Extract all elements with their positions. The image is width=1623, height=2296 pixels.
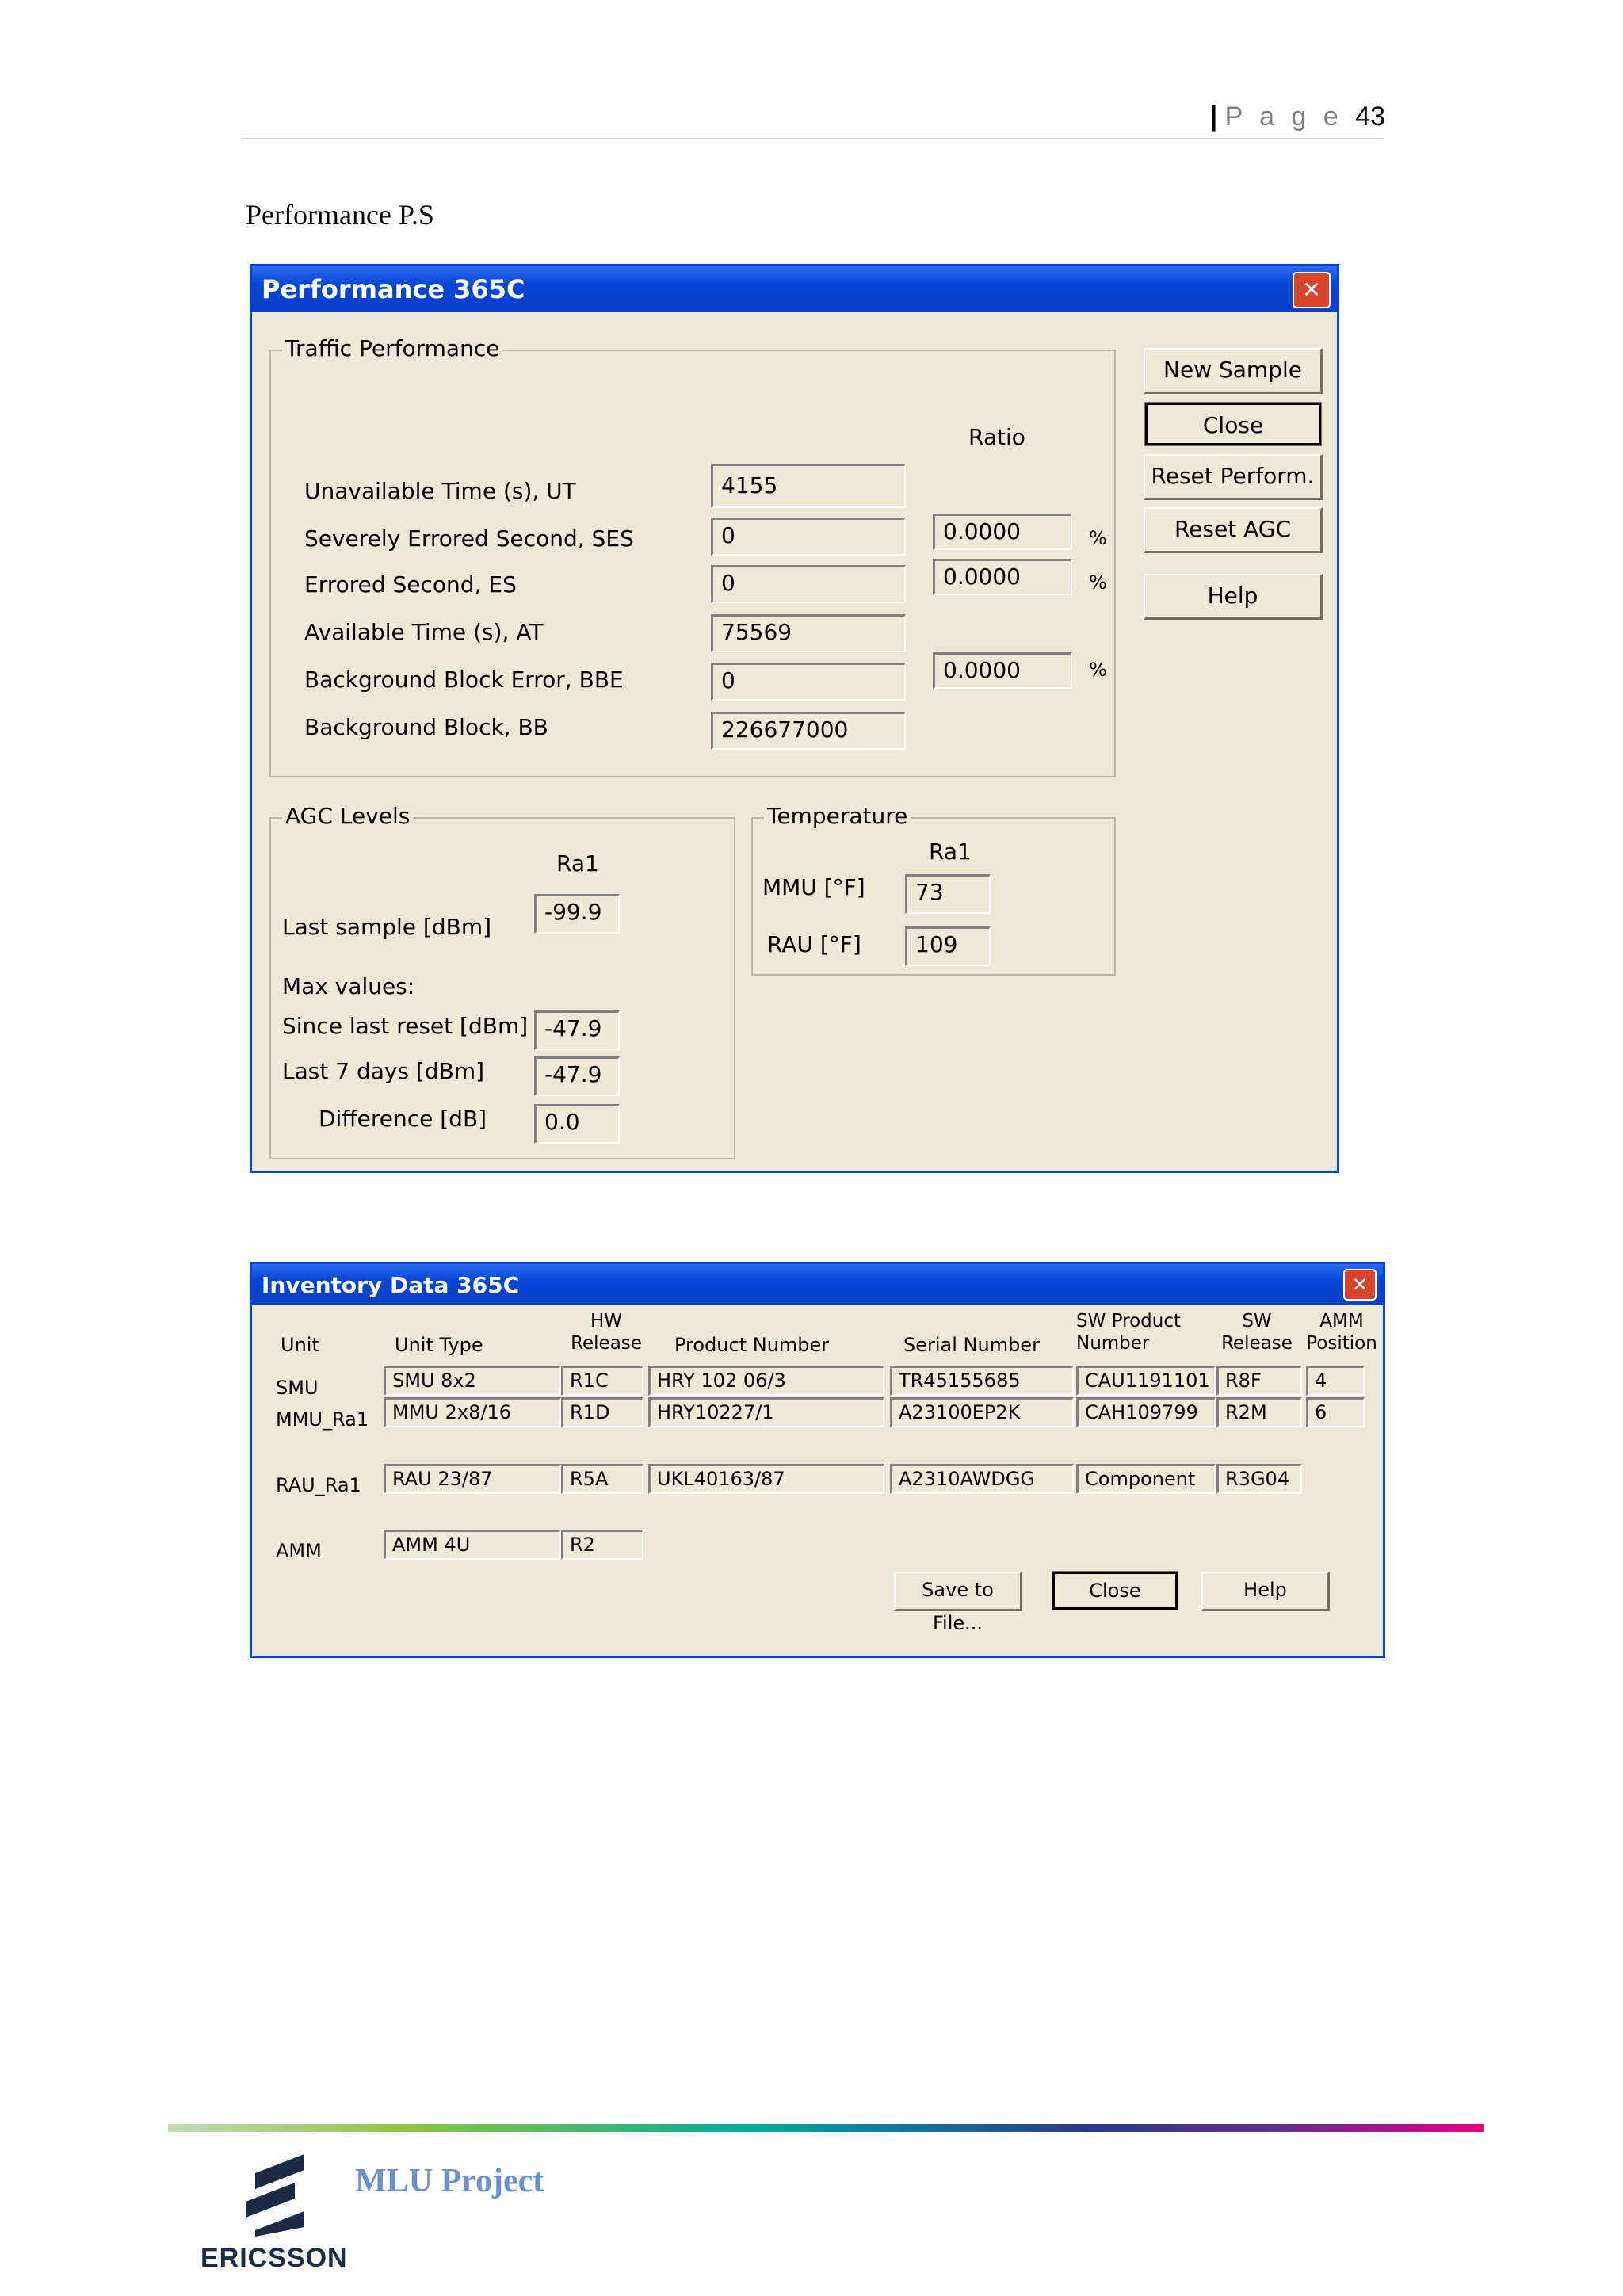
close-button[interactable]: Close xyxy=(1145,403,1321,445)
reset-agc-button[interactable]: Reset AGC xyxy=(1144,507,1323,553)
window-title: Performance 365C xyxy=(262,274,525,304)
row-unit-label: MMU_Ra1 xyxy=(276,1408,369,1431)
rau-temp-label: RAU [°F] xyxy=(767,931,861,957)
inventory-help-button[interactable]: Help xyxy=(1201,1572,1330,1611)
help-button[interactable]: Help xyxy=(1144,574,1323,620)
sw-release-cell: R8F xyxy=(1216,1366,1302,1396)
last-7-days-label: Last 7 days [dBm] xyxy=(282,1058,485,1084)
section-title: Performance P.S xyxy=(246,199,434,231)
project-name: MLU Project xyxy=(355,2163,544,2199)
sw-product-cell: CAU1191101 xyxy=(1076,1366,1216,1396)
difference-field: 0.0 xyxy=(534,1104,620,1144)
amm-position-cell: 6 xyxy=(1306,1397,1365,1427)
unit-type-cell: SMU 8x2 xyxy=(384,1366,561,1396)
page-header xyxy=(1210,101,1385,132)
agc-column-header: Ra1 xyxy=(556,850,599,877)
hw-release-cell: R2 xyxy=(561,1530,643,1560)
inventory-close-button[interactable]: Close xyxy=(1052,1572,1178,1610)
rau-temp-field: 109 xyxy=(905,926,991,966)
ut-label: Unavailable Time (s), UT xyxy=(304,478,576,504)
sw-release-cell: R2M xyxy=(1216,1397,1302,1427)
reset-perform-button[interactable]: Reset Perform. xyxy=(1144,454,1323,500)
col-serial-number: Serial Number xyxy=(903,1334,1040,1356)
temperature-label: Temperature xyxy=(764,803,911,829)
temperature-group xyxy=(751,803,1116,976)
es-field: 0 xyxy=(711,565,906,603)
performance-window xyxy=(250,264,1339,1173)
row-unit-label: SMU xyxy=(276,1377,319,1399)
agc-levels-group xyxy=(269,803,735,1159)
bbe-field: 0 xyxy=(711,663,906,701)
since-reset-field: -47.9 xyxy=(534,1010,620,1050)
close-icon[interactable]: ✕ xyxy=(1343,1269,1377,1301)
product-number-cell: UKL40163/87 xyxy=(648,1464,884,1494)
col-unit: Unit xyxy=(281,1334,319,1356)
inventory-titlebar xyxy=(252,1264,1383,1305)
brand-name: ERICSSON xyxy=(200,2243,348,2273)
bb-field: 226677000 xyxy=(711,712,906,750)
at-label: Available Time (s), AT xyxy=(304,619,544,645)
col-sw-release: SW Release xyxy=(1221,1311,1293,1354)
inventory-title: Inventory Data 365C xyxy=(262,1272,520,1298)
traffic-performance-label: Traffic Performance xyxy=(282,335,502,361)
unit-type-cell: MMU 2x8/16 xyxy=(384,1397,561,1427)
col-amm-position: AMM Position xyxy=(1306,1311,1377,1354)
unit-type-cell: AMM 4U xyxy=(384,1530,561,1560)
col-product-number: Product Number xyxy=(674,1334,830,1356)
since-reset-label: Since last reset [dBm] xyxy=(282,1013,529,1039)
hw-release-cell: R5A xyxy=(561,1464,643,1494)
last-sample-label: Last sample [dBm] xyxy=(282,914,492,940)
amm-position-cell: 4 xyxy=(1306,1366,1365,1396)
product-number-cell: HRY10227/1 xyxy=(648,1397,884,1427)
performance-titlebar xyxy=(252,266,1337,312)
close-icon[interactable]: ✕ xyxy=(1293,272,1331,308)
header-separator: | xyxy=(1209,101,1225,132)
ses-percent: % xyxy=(1089,527,1107,549)
header-rule xyxy=(242,138,1384,139)
row-unit-label: RAU_Ra1 xyxy=(276,1474,361,1496)
last-7-days-field: -47.9 xyxy=(534,1056,620,1096)
es-ratio-field: 0.0000 xyxy=(933,559,1072,595)
mmu-temp-field: 73 xyxy=(905,874,991,914)
ses-field: 0 xyxy=(711,518,906,556)
page-label: P a g e xyxy=(1224,101,1343,132)
mmu-temp-label: MMU [°F] xyxy=(762,874,865,900)
sw-product-cell: CAH109799 xyxy=(1076,1397,1216,1427)
difference-label: Difference [dB] xyxy=(319,1106,487,1132)
row-unit-label: AMM xyxy=(276,1540,322,1562)
max-values-label: Max values: xyxy=(282,973,415,999)
traffic-performance-group xyxy=(269,335,1116,777)
sw-product-cell: Component xyxy=(1076,1464,1216,1494)
ericsson-logo-icon xyxy=(238,2149,317,2240)
bb-label: Background Block, BB xyxy=(304,714,548,740)
es-label: Errored Second, ES xyxy=(304,571,517,598)
product-number-cell: HRY 102 06/3 xyxy=(648,1366,884,1396)
bbe-ratio-field: 0.0000 xyxy=(933,652,1072,689)
agc-levels-label: AGC Levels xyxy=(282,803,413,829)
serial-number-cell: TR45155685 xyxy=(890,1366,1074,1396)
col-hw-release: HW Release xyxy=(571,1311,642,1354)
inventory-window xyxy=(250,1262,1385,1658)
col-sw-product-number: SW Product Number xyxy=(1076,1311,1181,1354)
ratio-header: Ratio xyxy=(968,424,1025,450)
hw-release-cell: R1C xyxy=(561,1366,643,1396)
new-sample-button[interactable]: New Sample xyxy=(1144,348,1323,394)
sw-release-cell: R3G04 xyxy=(1216,1464,1302,1494)
ses-ratio-field: 0.0000 xyxy=(933,514,1072,550)
bbe-label: Background Block Error, BBE xyxy=(304,667,624,693)
ut-field: 4155 xyxy=(711,464,906,508)
bbe-percent: % xyxy=(1089,659,1107,681)
serial-number-cell: A2310AWDGG xyxy=(890,1464,1074,1494)
save-to-file-button[interactable]: Save to File... xyxy=(894,1572,1022,1611)
ses-label: Severely Errored Second, SES xyxy=(304,525,634,552)
serial-number-cell: A23100EP2K xyxy=(890,1397,1074,1427)
footer-gradient-bar xyxy=(168,2124,1484,2132)
hw-release-cell: R1D xyxy=(561,1397,643,1427)
es-percent: % xyxy=(1089,571,1107,594)
last-sample-field: -99.9 xyxy=(534,894,620,934)
unit-type-cell: RAU 23/87 xyxy=(384,1464,561,1494)
page-number: 43 xyxy=(1355,101,1385,132)
temperature-column-header: Ra1 xyxy=(929,839,972,865)
at-field: 75569 xyxy=(711,614,906,652)
col-unit-type: Unit Type xyxy=(395,1334,483,1356)
